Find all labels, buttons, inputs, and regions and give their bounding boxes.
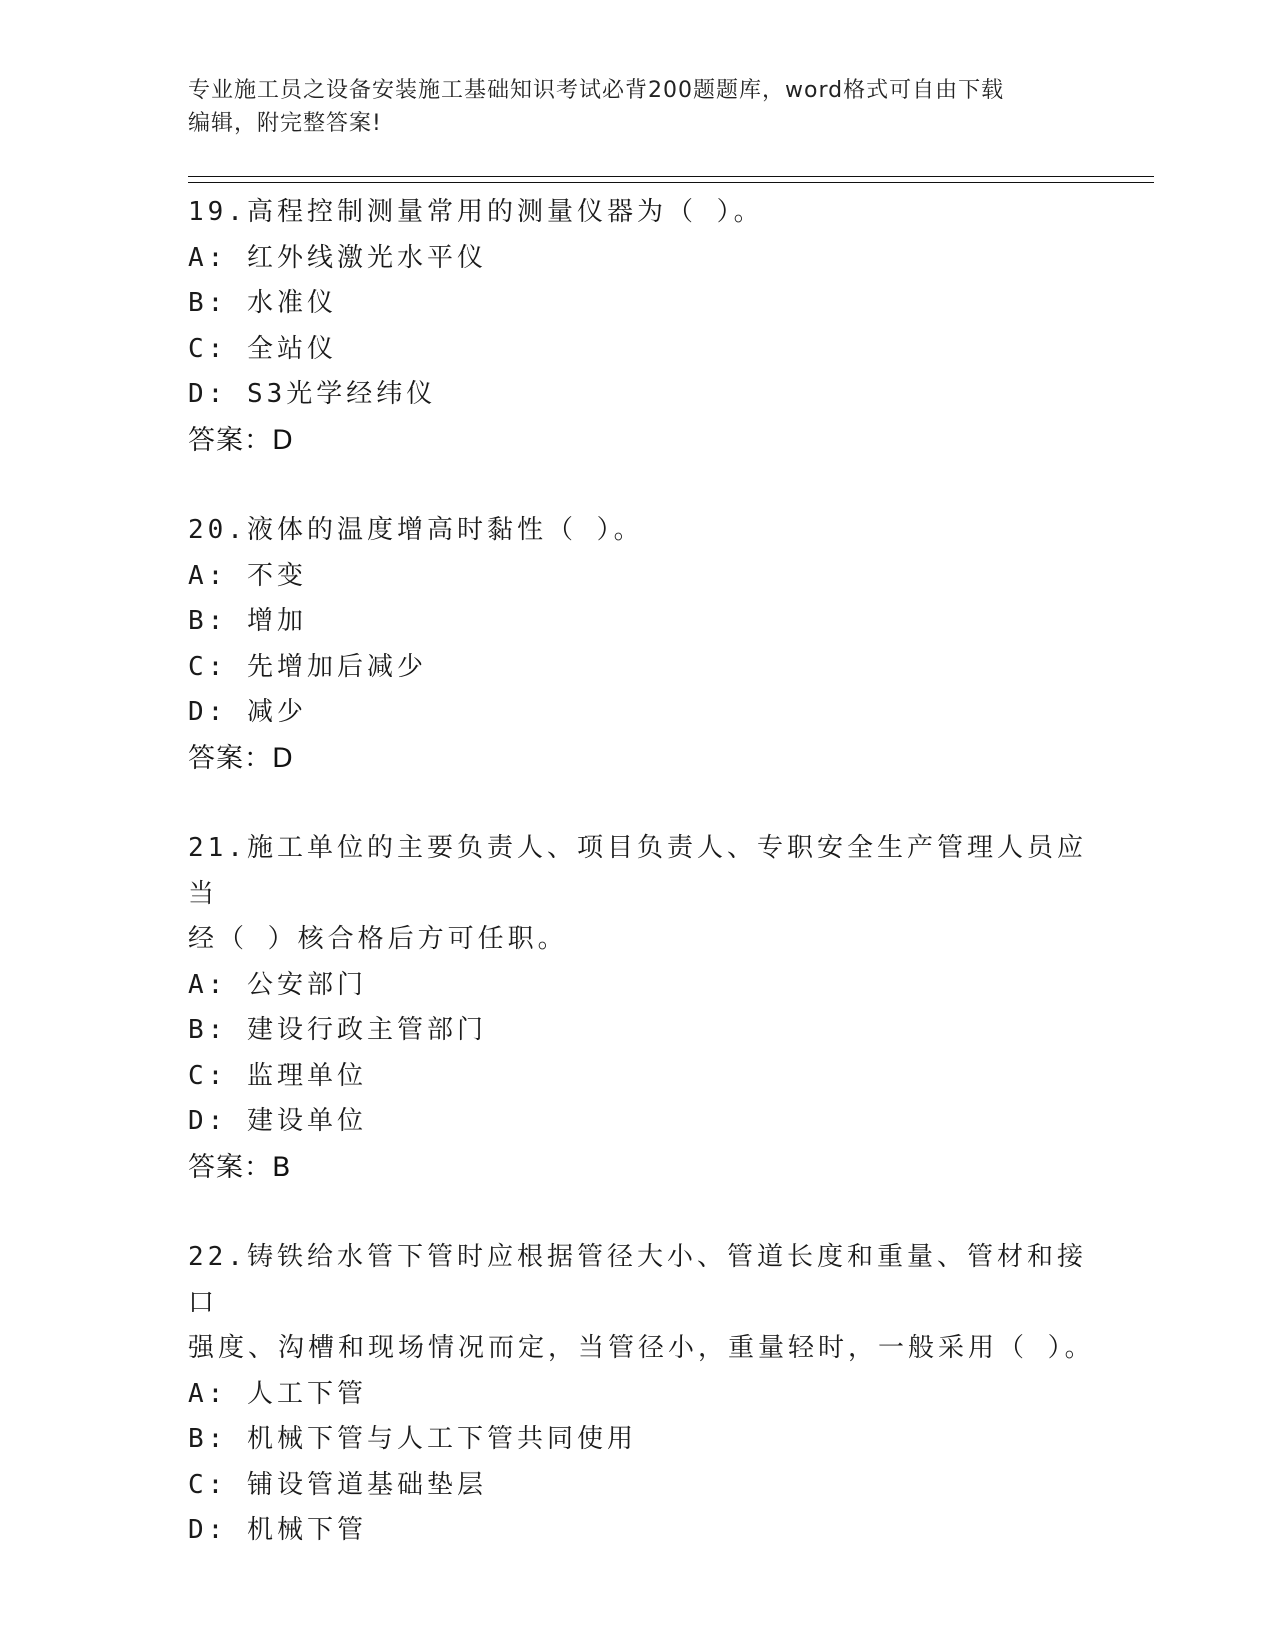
- header-divider-top: [188, 176, 1154, 177]
- option-d: D: 机械下管: [188, 1515, 367, 1545]
- question-stem: 21.施工单位的主要负责人、项目负责人、专职安全生产管理人员应当: [188, 833, 1087, 909]
- answer-label: 答案：D: [188, 424, 294, 456]
- header-divider-bottom: [188, 182, 1154, 183]
- option-c: C: 先增加后减少: [188, 651, 427, 682]
- question-21: [188, 826, 1108, 1190]
- option-a: A: 人工下管: [188, 1378, 367, 1409]
- option-b: B: 水准仪: [188, 288, 337, 318]
- option-c: C: 铺设管道基础垫层: [188, 1469, 487, 1500]
- question-22: [188, 1235, 1108, 1554]
- question-stem: 20.液体的温度增高时黏性（ ）。: [188, 515, 644, 545]
- option-d: D: S3光学经纬仪: [188, 379, 437, 409]
- question-19: [188, 190, 1108, 463]
- option-b: B: 建设行政主管部门: [188, 1015, 487, 1045]
- option-c: C: 全站仪: [188, 333, 337, 364]
- header-line-1: 专业施工员之设备安装施工基础知识考试必背200题题库，word格式可自由下载: [188, 78, 1005, 103]
- option-a: A: 公安部门: [188, 969, 367, 1000]
- question-20: [188, 508, 1108, 781]
- question-stem-continued: 经（ ）核合格后方可任职。: [188, 924, 568, 954]
- header-line-2: 编辑，附完整答案!: [188, 111, 382, 136]
- option-a: A: 不变: [188, 560, 307, 591]
- option-b: B: 增加: [188, 606, 307, 636]
- question-list: [188, 190, 1108, 1599]
- question-stem: 22.铸铁给水管下管时应根据管径大小、管道长度和重量、管材和接口: [188, 1242, 1087, 1318]
- option-d: D: 减少: [188, 697, 307, 727]
- document-header: [188, 74, 1088, 140]
- answer-label: 答案：B: [188, 1151, 292, 1183]
- question-stem-continued: 强度、沟槽和现场情况而定，当管径小，重量轻时，一般采用（ ）。: [188, 1333, 1095, 1363]
- option-b: B: 机械下管与人工下管共同使用: [188, 1424, 637, 1454]
- question-stem: 19.高程控制测量常用的测量仪器为（ ）。: [188, 197, 764, 227]
- option-c: C: 监理单位: [188, 1060, 367, 1091]
- answer-label: 答案：D: [188, 742, 294, 774]
- option-a: A: 红外线激光水平仪: [188, 242, 487, 273]
- option-d: D: 建设单位: [188, 1106, 367, 1136]
